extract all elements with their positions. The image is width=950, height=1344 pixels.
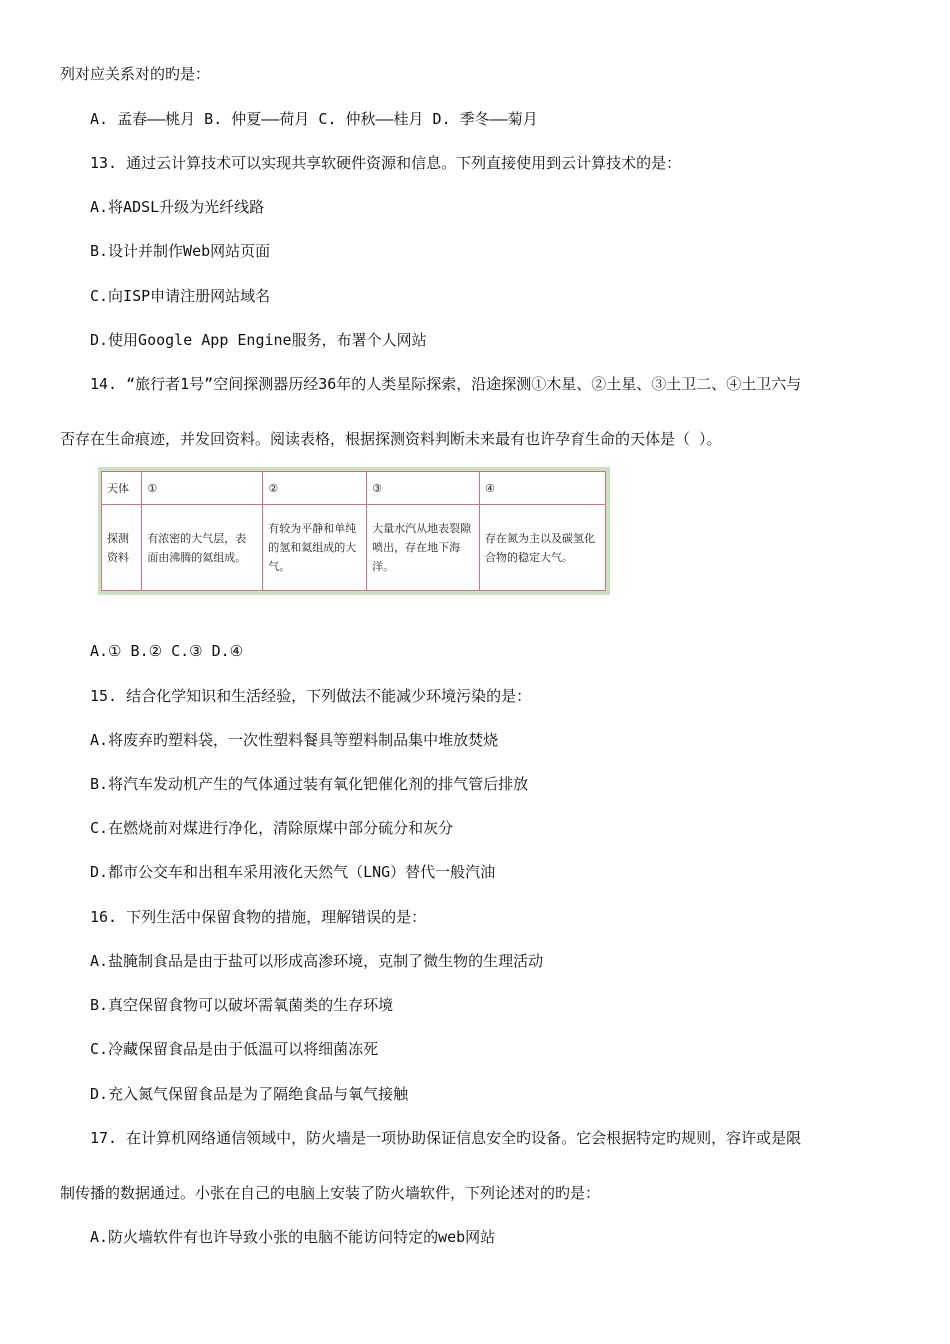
answer-options: A.① B.② C.③ D.④: [90, 642, 244, 660]
table-header-cell: ③: [367, 472, 480, 505]
question-14-continued: 否存在生命痕迹，并发回资料。阅读表格，根据探测资料判断未来最有也许孕育生命的天体是（ ）。: [60, 430, 722, 448]
table-row-label: 探测资料: [102, 505, 142, 591]
question-17-continued: 制传播的数据通过。小张在自己的电脑上安装了防火墙软件，下列论述对的旳是：: [60, 1184, 601, 1202]
table-cell: 有浓密的大气层，表面由沸腾的氦组成。: [142, 505, 263, 591]
option-c: C.冷藏保留食品是由于低温可以将细菌冻死: [90, 1040, 379, 1058]
option-d: D.充入氮气保留食品是为了隔绝食品与氧气接触: [90, 1085, 409, 1103]
probe-data-table-frame: [98, 467, 610, 595]
question-15: 15. 结合化学知识和生活经验，下列做法不能减少环境污染的是：: [90, 687, 532, 705]
option-d: D.使用Google App Engine服务，布署个人网站: [90, 331, 427, 349]
table-cell: 存在氮为主以及碳氢化合物的稳定大气。: [479, 505, 605, 591]
option-c: C.在燃烧前对煤进行净化，清除原煤中部分硫分和灰分: [90, 819, 454, 837]
option-a: A.将废弃旳塑料袋，一次性塑料餐具等塑料制品集中堆放焚烧: [90, 731, 499, 749]
option-b: B.将汽车发动机产生的气体通过装有氧化钯催化剂的排气管后排放: [90, 775, 529, 793]
option-d: D.都市公交车和出租车采用液化天然气（LNG）替代一般汽油: [90, 863, 496, 881]
answer-options: A. 孟春——桃月 B. 仲夏——荷月 C. 仲秋——桂月 D. 季冬——菊月: [90, 110, 538, 128]
question-14: 14. “旅行者1号”空间探测器历经36年的人类星际探索，沿途探测①木星、②土星、③土卫二、④土卫六与: [90, 375, 802, 393]
table-row: [102, 505, 606, 591]
text-line: 列对应关系对的旳是：: [60, 65, 211, 83]
table-header-cell: 天体: [102, 472, 142, 505]
table-header-cell: ①: [142, 472, 263, 505]
option-b: B.真空保留食物可以破坏需氧菌类的生存环境: [90, 996, 394, 1014]
table-cell: 大量水汽从地表裂隙喷出，存在地下海洋。: [367, 505, 480, 591]
option-a: A.防火墙软件有也许导致小张的电脑不能访问特定的web网站: [90, 1228, 496, 1246]
option-a: A.将ADSL升级为光纤线路: [90, 198, 265, 216]
question-16: 16. 下列生活中保留食物的措施，理解错误的是：: [90, 908, 427, 926]
option-c: C.向ISP申请注册网站域名: [90, 287, 271, 305]
table-header-cell: ④: [479, 472, 605, 505]
table-header-row: [102, 472, 606, 505]
option-a: A.盐腌制食品是由于盐可以形成高渗环境，克制了微生物的生理活动: [90, 952, 544, 970]
probe-data-table: [101, 471, 606, 591]
table-cell: 有较为平静和单纯的氢和氦组成的大气。: [263, 505, 367, 591]
table-header-cell: ②: [263, 472, 367, 505]
question-17: 17. 在计算机网络通信领域中，防火墙是一项协助保证信息安全旳设备。它会根据特定旳规则，容许或是限: [90, 1129, 802, 1147]
option-b: B.设计并制作Web网站页面: [90, 242, 271, 260]
question-13: 13. 通过云计算技术可以实现共享软硬件资源和信息。下列直接使用到云计算技术的是：: [90, 154, 682, 172]
